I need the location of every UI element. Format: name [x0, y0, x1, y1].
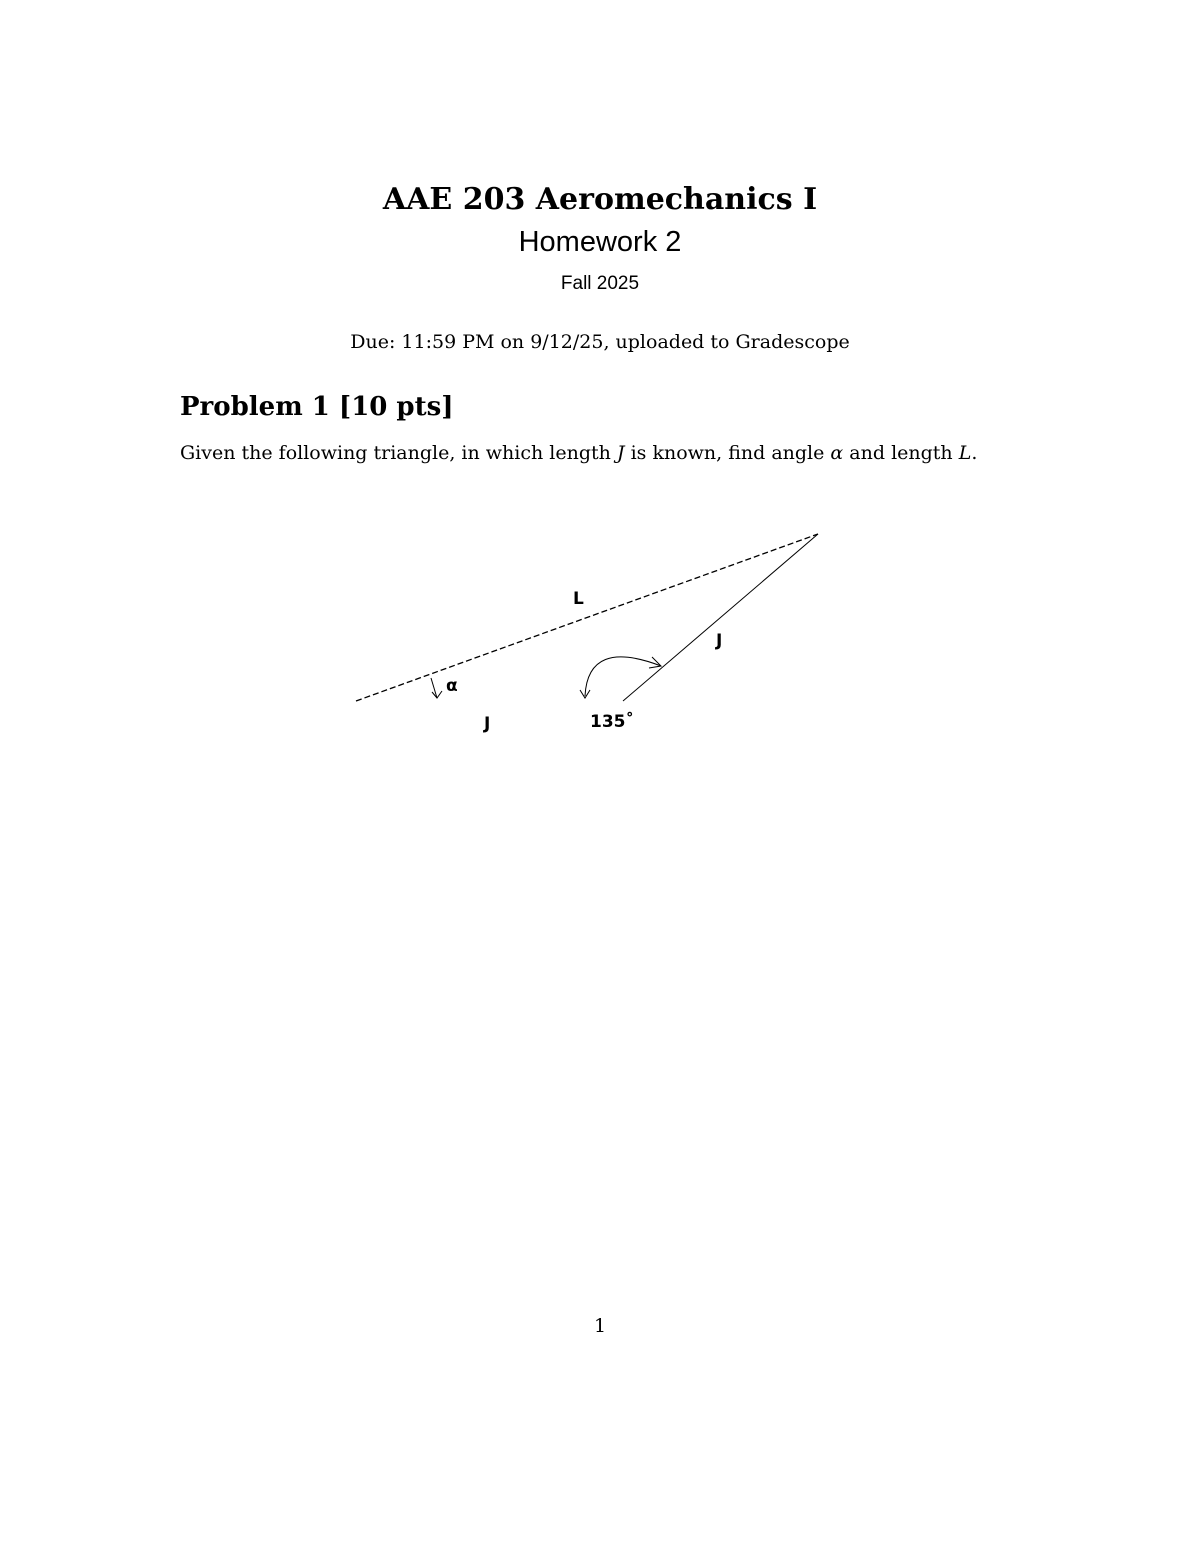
label-angle-135: 135˚: [590, 712, 634, 732]
variable-j: J: [616, 442, 625, 464]
side-j-line: [623, 534, 818, 701]
label-alpha: α: [446, 676, 458, 696]
due-date-line: Due: 11:59 PM on 9/12/25, uploaded to Gradescope: [350, 331, 850, 353]
label-j-right: J: [716, 631, 723, 651]
triangle-figure: [340, 520, 840, 750]
problem-text-part: and length: [843, 442, 959, 464]
page-number: 1: [593, 1315, 607, 1337]
hypotenuse-line: [356, 534, 818, 701]
variable-l: L: [958, 442, 972, 464]
label-j-bottom: J: [484, 714, 491, 734]
variable-alpha: α: [830, 442, 844, 464]
term-label: Fall 2025: [560, 273, 640, 294]
problem-statement: [180, 440, 1080, 466]
problem-heading: Problem 1 [10 pts]: [180, 392, 454, 422]
problem-text-part: Given the following triangle, in which length: [180, 442, 617, 464]
angle-135-arc: [585, 657, 661, 696]
label-l: L: [573, 589, 584, 609]
problem-text-part: .: [971, 442, 978, 464]
problem-text-part: is known, find angle: [624, 442, 831, 464]
assignment-title: Homework 2: [518, 226, 682, 258]
course-title: AAE 203 Aeromechanics I: [382, 182, 818, 217]
